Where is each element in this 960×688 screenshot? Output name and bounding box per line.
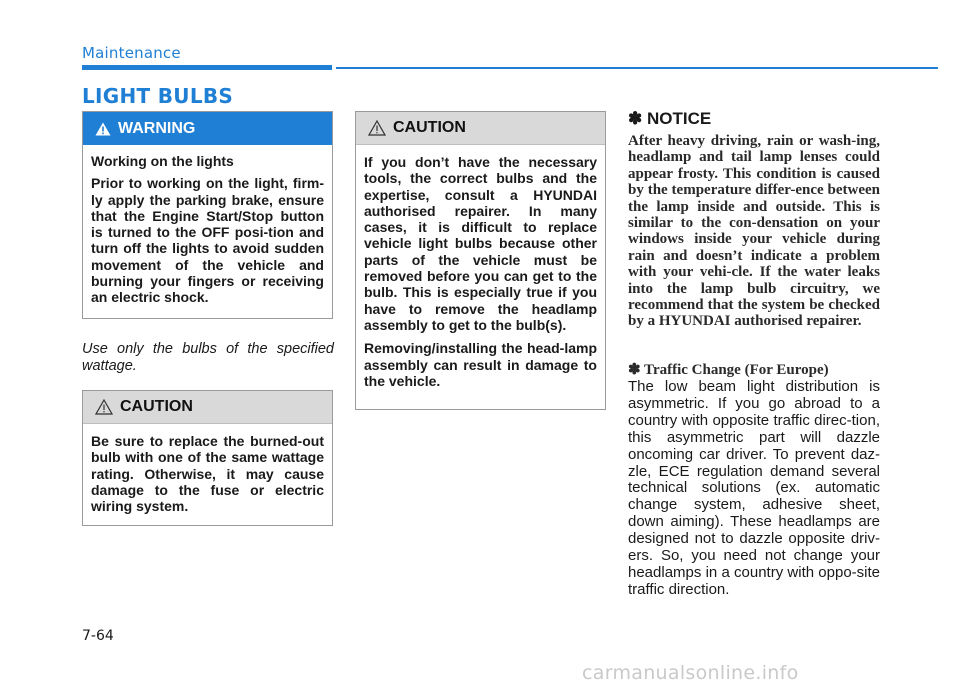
warning-triangle-icon (95, 122, 111, 136)
warning-subtitle: Working on the lights (91, 153, 234, 169)
caution-body-middle (356, 145, 605, 389)
notice-text: After heavy driving, rain or wash-ing, headlamp and tail lamp lenses could appear frosty. This condition is caused by the temperature differ-ence between the lamp inside and outside. This is similar to the con-densation on your windows inside your vehicle during rain and doesn’t indicate a problem with your vehi-cle. If the water leaks into the lamp bulb circuitry, we recommend that the system be checked by a HYUNDAI authorised repairer. (628, 133, 880, 330)
traffic-change-text: The low beam light distribution is asymmetric. If you go abroad to a country with opposite traffic direc-tion, this asymmetric part will dazzle oncoming car driver. To prevent daz-zle, ECE regulation demand several technical solutions (ex. automatic change system, adhesive sheet, down aiming). These headlamps are designed not to dazzle opposite driv-ers. So, you need not change your headlamps in a country with oppo-site traffic direction. (628, 378, 880, 598)
caution-label-left: CAUTION (120, 398, 193, 415)
caution-header-middle (356, 112, 605, 145)
caution-box-left (82, 390, 333, 526)
watermark: carmanualsonline.info (582, 662, 799, 684)
warning-text: Prior to working on the light, firm-ly apply the parking brake, ensure that the Engine Start/Stop button is turned to the OFF posi-tion and turn off the lights to avoid sudden movement of the vehicle and burning your fingers or receiving an electric shock. (91, 175, 324, 306)
warning-header (83, 112, 332, 145)
warning-box (82, 111, 333, 319)
caution-text-middle-1: If you don’t have the necessary tools, the correct bulbs and the expertise, consult a HYUNDAI authorised repairer. In many cases, it is difficult to replace vehicle light bulbs because other parts of the vehicle must be removed before you can get to the bulb. This is especially true if you have to remove the headlamp assembly to get to the bulb(s). (364, 154, 597, 333)
warning-label: WARNING (118, 119, 196, 137)
page-title: LIGHT BULBS (82, 84, 234, 108)
warning-body (83, 145, 332, 306)
header-rule-thick (82, 65, 332, 70)
caution-triangle-icon (368, 120, 386, 136)
caution-text-middle-2: Removing/installing the head-lamp assembly can result in damage to the vehicle. (364, 340, 597, 389)
caution-label-middle: CAUTION (393, 119, 466, 136)
caution-triangle-icon (95, 399, 113, 415)
traffic-change-title: ✽ Traffic Change (For Europe) (628, 362, 829, 378)
caution-text-left: Be sure to replace the burned-out bulb with one of the same wattage rating. Otherwise, it may cause damage to the fuse or electric wiring system. (91, 433, 324, 515)
page-number: 7-64 (82, 628, 114, 644)
caution-box-middle (355, 111, 606, 410)
wattage-note: Use only the bulbs of the specified wattage. (82, 341, 334, 374)
notice-title: ✽ NOTICE (628, 109, 712, 128)
caution-body-left (83, 424, 332, 514)
caution-header-left (83, 391, 332, 424)
header-rule-thin (336, 67, 938, 69)
section-label: Maintenance (82, 44, 181, 62)
